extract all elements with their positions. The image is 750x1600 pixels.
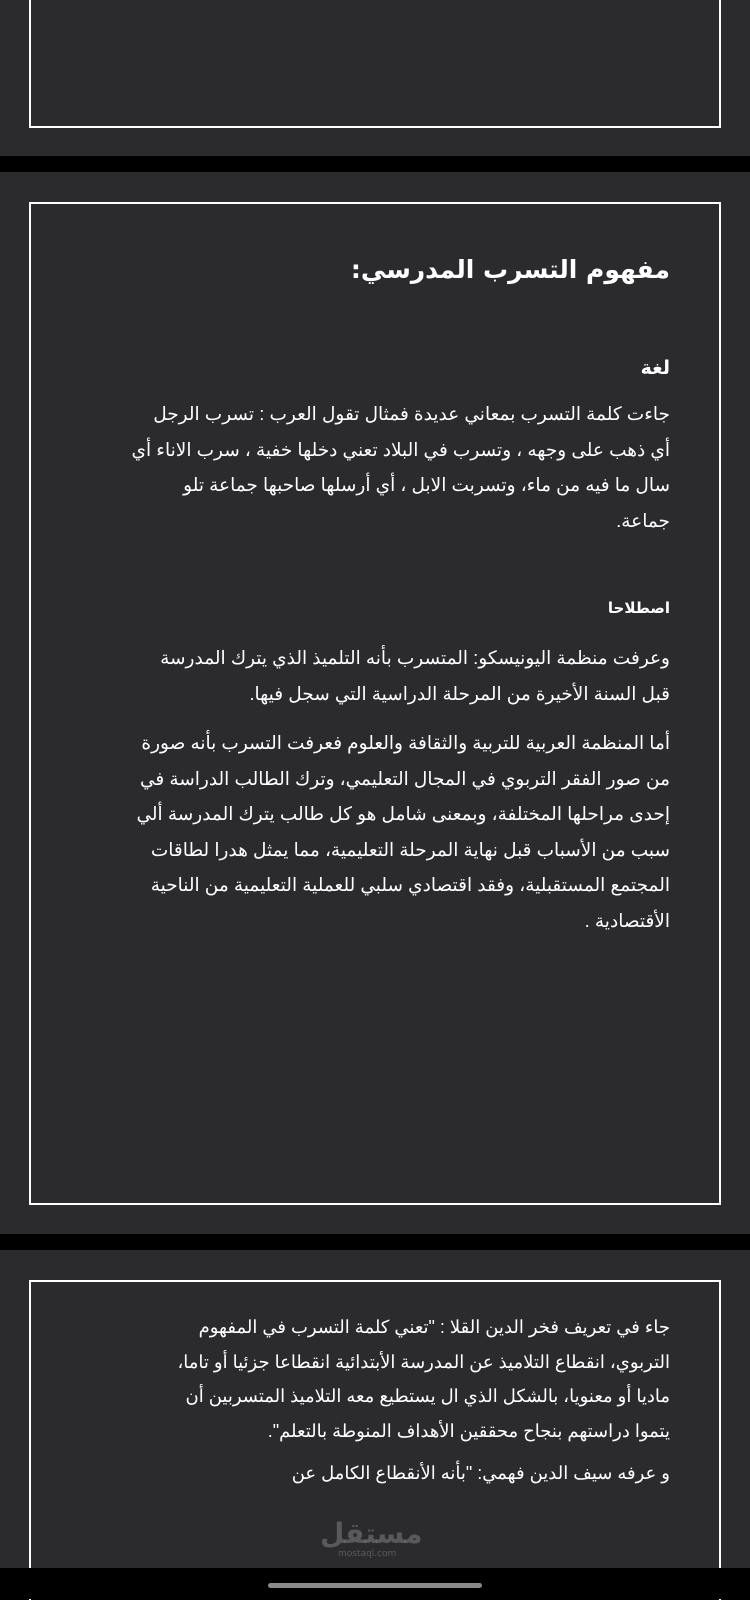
page-content: [150, 1310, 670, 1499]
paragraph-language-definition: جاءت كلمة التسرب بمعاني عديدة فمثال تقول العرب : تسرب الرجل أي ذهب على وجهه ، وتسرب في البلاد تعني دخلها خفية ، سرب الاناء أي سال ما فيه من ماء، وتسربت الابل ، أي أرسلها صاحبها جماعة تلو جماعة.: [131, 403, 670, 531]
previous-page: [0, 0, 750, 156]
paragraph-fahmy-definition: و عرفه سيف الدين فهمي: "بأنه الأنقطاع الكامل عن: [291, 1463, 670, 1483]
watermark-logo: مستقل: [320, 1517, 423, 1550]
heading-language: لغة: [640, 357, 670, 379]
page-border: [29, 0, 721, 128]
page-content: [130, 252, 670, 952]
paragraph-alecso-definition: أما المنظمة العربية للتربية والثقافة والعلوم فعرفت التسرب بأنه صورة من صور الفقر التربوي في المجال التعليمي، وترك الطالب الدراسة في إحدى مراحلها المختلفة، وبمعنى شامل هو كل طالب يترك المدرسة ألي سبب من الأسباب قبل نهاية المرحلة التعليمية، مما يمثل هدرا لطاقات المجتمع المستقبلية، وفقد اقتصادي سلبي للعملية التعليمية من الناحية الأقتصادية .: [136, 732, 670, 931]
section-title: مفهوم التسرب المدرسي:: [350, 255, 670, 284]
home-indicator[interactable]: [268, 1583, 482, 1588]
paragraph-qalla-definition: جاء في تعريف فخر الدين القلا : "تعني كلمة التسرب في المفهوم التربوي، انقطاع التلاميذ عن المدرسة الأبتدائية انقطاعا جزئيا أو تاما، ماديا أو معنويا، بالشكل الذي ال يستطيع معه التلاميذ المتسربين أن يتموا دراستهم بنجاح محققين الأهداف المنوطة بالتعلم".: [177, 1317, 670, 1441]
paragraph-unesco-definition: وعرفت منظمة اليونيسكو: المتسرب بأنه التلميذ الذي يترك المدرسة قبل السنة الأخيرة من المرحلة الدراسية التي سجل فيها.: [160, 647, 670, 704]
watermark-domain: mostaql.com: [338, 1549, 397, 1559]
document-page-1: [0, 172, 750, 1234]
heading-terminology: اصطلاحا: [607, 599, 670, 617]
